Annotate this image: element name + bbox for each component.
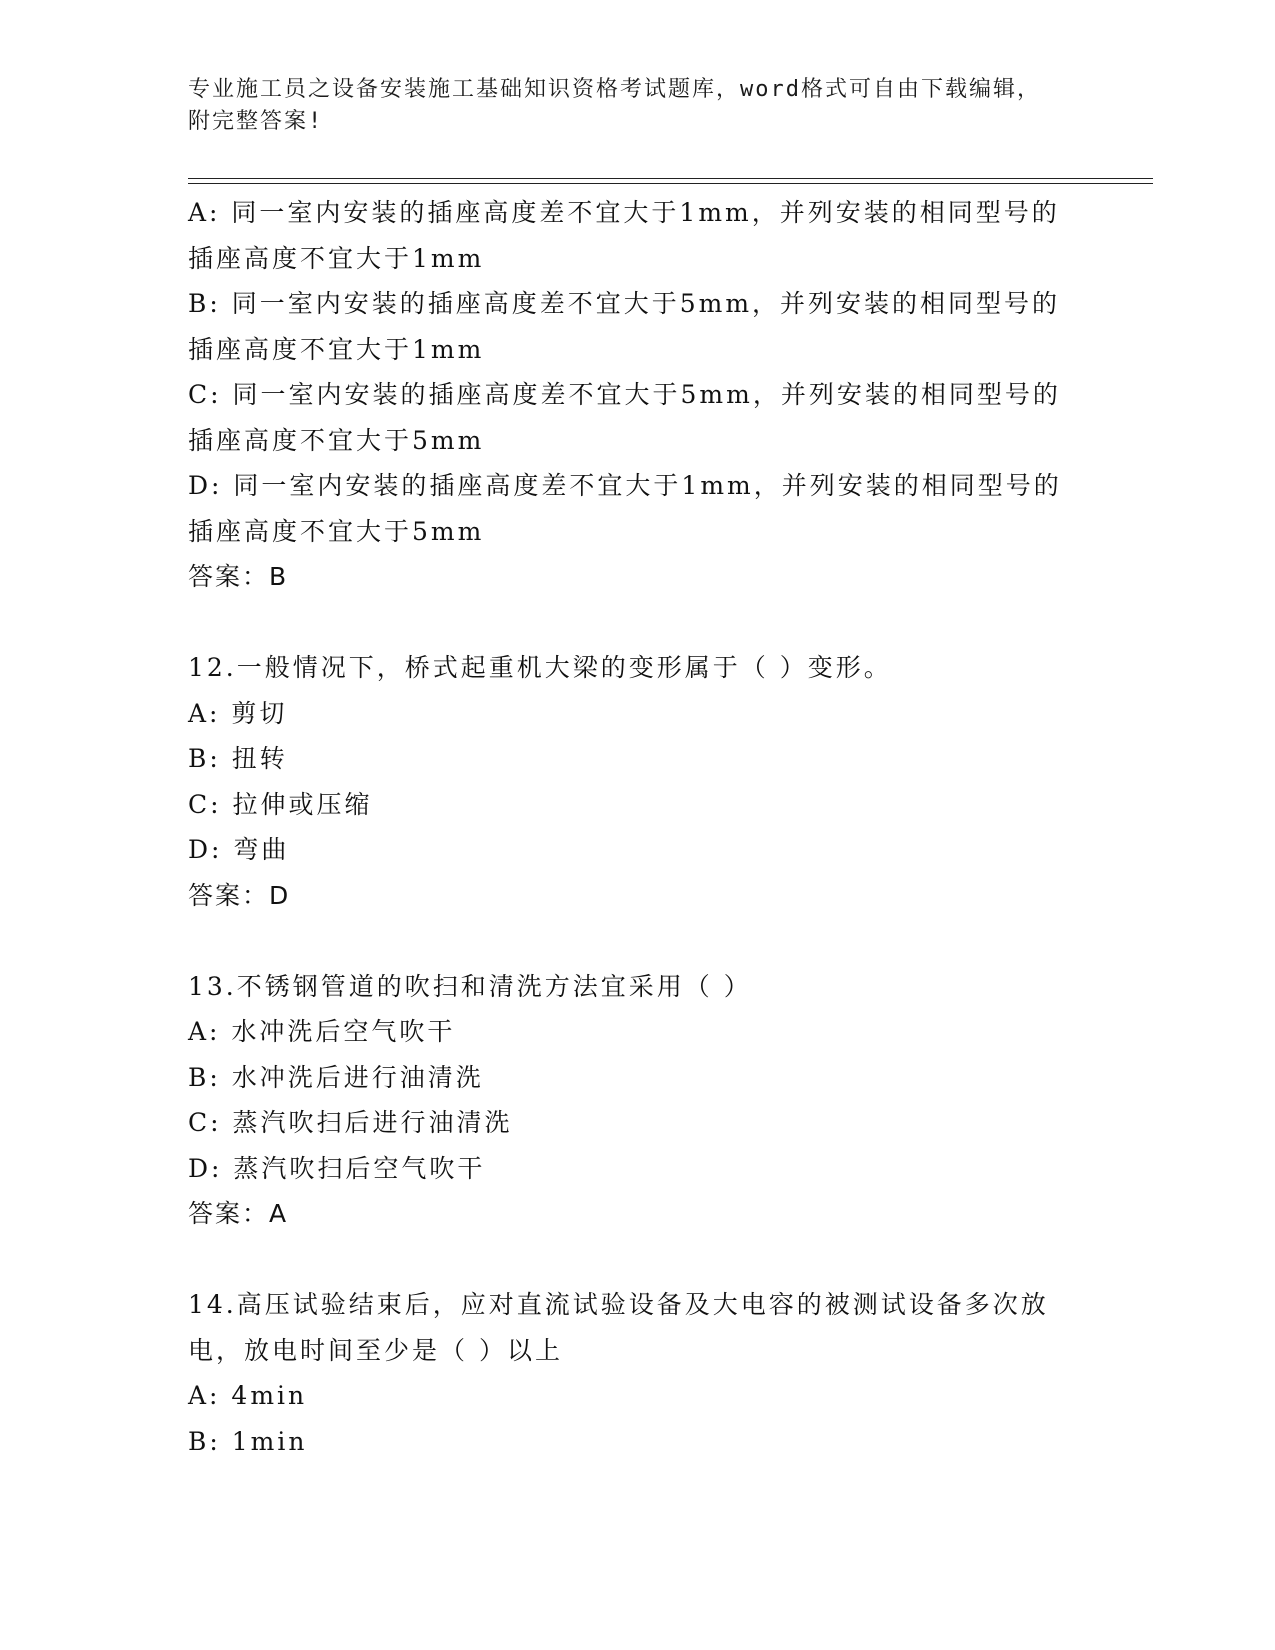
question-11 bbox=[188, 190, 1088, 600]
answer: 答案：A bbox=[188, 1199, 289, 1228]
answer: 答案：B bbox=[188, 562, 289, 591]
option-b: B: 水冲洗后进行油清洗 bbox=[188, 1062, 484, 1092]
header-divider-top bbox=[188, 178, 1153, 179]
option-b-line-2: 插座高度不宜大于1mm bbox=[188, 334, 485, 364]
option-a-line-2: 插座高度不宜大于1mm bbox=[188, 243, 485, 273]
option-b-line-1: B: 同一室内安装的插座高度差不宜大于5mm，并列安装的相同型号的 bbox=[188, 289, 1061, 318]
option-d-line-2: 插座高度不宜大于5mm bbox=[188, 516, 485, 546]
question-stem-line-1: 14.高压试验结束后，应对直流试验设备及大电容的被测试设备多次放 bbox=[188, 1290, 1049, 1319]
spacer bbox=[188, 918, 1088, 964]
question-12 bbox=[188, 645, 1088, 918]
option-c-line-1: C: 同一室内安装的插座高度差不宜大于5mm，并列安装的相同型号的 bbox=[188, 380, 1061, 409]
question-stem: 13.不锈钢管道的吹扫和清洗方法宜采用（ ） bbox=[188, 971, 752, 1001]
option-b: B: 1min bbox=[188, 1426, 308, 1456]
option-a: A: 4min bbox=[188, 1381, 308, 1410]
option-a: A: 剪切 bbox=[188, 698, 288, 728]
option-c: C: 拉伸或压缩 bbox=[188, 789, 373, 819]
question-13 bbox=[188, 964, 1088, 1237]
spacer bbox=[188, 600, 1088, 646]
option-c: C: 蒸汽吹扫后进行油清洗 bbox=[188, 1108, 513, 1137]
header-divider-bottom bbox=[188, 183, 1153, 184]
question-stem-line-2: 电，放电时间至少是（ ）以上 bbox=[188, 1335, 563, 1365]
option-d-line-1: D: 同一室内安装的插座高度差不宜大于1mm，并列安装的相同型号的 bbox=[188, 471, 1062, 500]
option-d: D: 弯曲 bbox=[188, 835, 290, 864]
question-14 bbox=[188, 1282, 1088, 1464]
option-b: B: 扭转 bbox=[188, 744, 288, 773]
header-line-2: 附完整答案! bbox=[188, 109, 324, 134]
header-line-1: 专业施工员之设备安装施工基础知识资格考试题库，word格式可自由下载编辑， bbox=[188, 77, 1041, 102]
option-a-line-1: A: 同一室内安装的插座高度差不宜大于1mm，并列安装的相同型号的 bbox=[188, 198, 1060, 227]
option-a: A: 水冲洗后空气吹干 bbox=[188, 1017, 456, 1046]
option-d: D: 蒸汽吹扫后空气吹干 bbox=[188, 1153, 486, 1183]
answer: 答案：D bbox=[188, 880, 291, 910]
option-c-line-2: 插座高度不宜大于5mm bbox=[188, 425, 485, 455]
document-header bbox=[188, 74, 1068, 138]
spacer bbox=[188, 1237, 1088, 1283]
question-list bbox=[188, 190, 1088, 1464]
question-stem: 12.一般情况下，桥式起重机大梁的变形属于（ ）变形。 bbox=[188, 653, 892, 682]
